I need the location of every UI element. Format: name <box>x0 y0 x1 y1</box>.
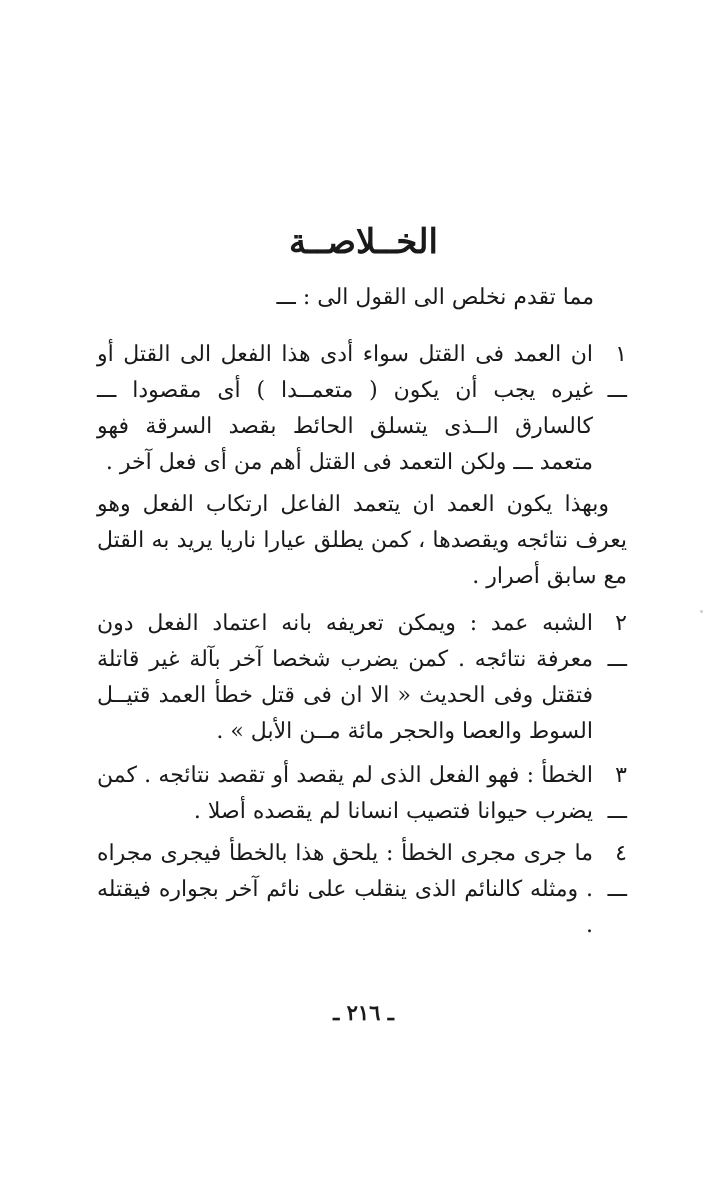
section-3 <box>97 758 627 830</box>
section-number: ٢ ـــ <box>607 611 627 672</box>
section-1-continuation <box>97 487 627 595</box>
section-4 <box>97 836 627 944</box>
section-number: ٤ ـــ <box>607 841 627 902</box>
section-number: ٣ ـــ <box>607 763 627 824</box>
scan-speck <box>700 610 703 613</box>
intro-paragraph: مما تقدم نخلص الى القول الى : ـــ <box>276 285 594 310</box>
section-number: ١ ـــ <box>607 342 627 403</box>
section-text: الخطأ : فهو الفعل الذى لم يقصد أو تقصد نتائجه . كمن يضرب حيوانا فتصيب انسانا لم يقصده أصلا . <box>97 763 593 824</box>
section-1 <box>97 337 627 481</box>
section-text: ان العمد فى القتل سواء أدى هذا الفعل الى القتل أو غيره يجب أن يكون ( متعمــدا ) أى مقصودا ـــ كالسارق الــذى يتسلق الحائط بقصد السرقة فهو متعمد ـــ ولكن التعمد فى القتل أهم من أى فعل آخر . <box>97 342 593 475</box>
section-text: ما جرى مجرى الخطأ : يلحق هذا بالخطأ فيجرى مجراه . ومثله كالنائم الذى ينقلب على نائم آخر بجواره فيقتله . <box>97 841 593 938</box>
section-2 <box>97 606 627 750</box>
section-text: وبهذا يكون العمد ان يتعمد الفاعل ارتكاب الفعل وهو يعرف نتائجه ويقصدها ، كمن يطلق عيارا ناريا يريد به القتل مع سابق أصرار . <box>97 492 627 589</box>
section-text: الشبه عمد : ويمكن تعريفه بانه اعتماد الفعل دون معرفة نتائجه . كمن يضرب شخصا آخر بآلة غير قاتلة فتقتل وفى الحديث « الا ان فى قتل خطأ العمد قتيــل السوط والعصا والحجر مائة مــن الأبل » . <box>97 611 593 744</box>
page-number: ـ ٢١٦ ـ <box>333 1000 394 1025</box>
page-title: الخــلاصــة <box>289 222 438 262</box>
